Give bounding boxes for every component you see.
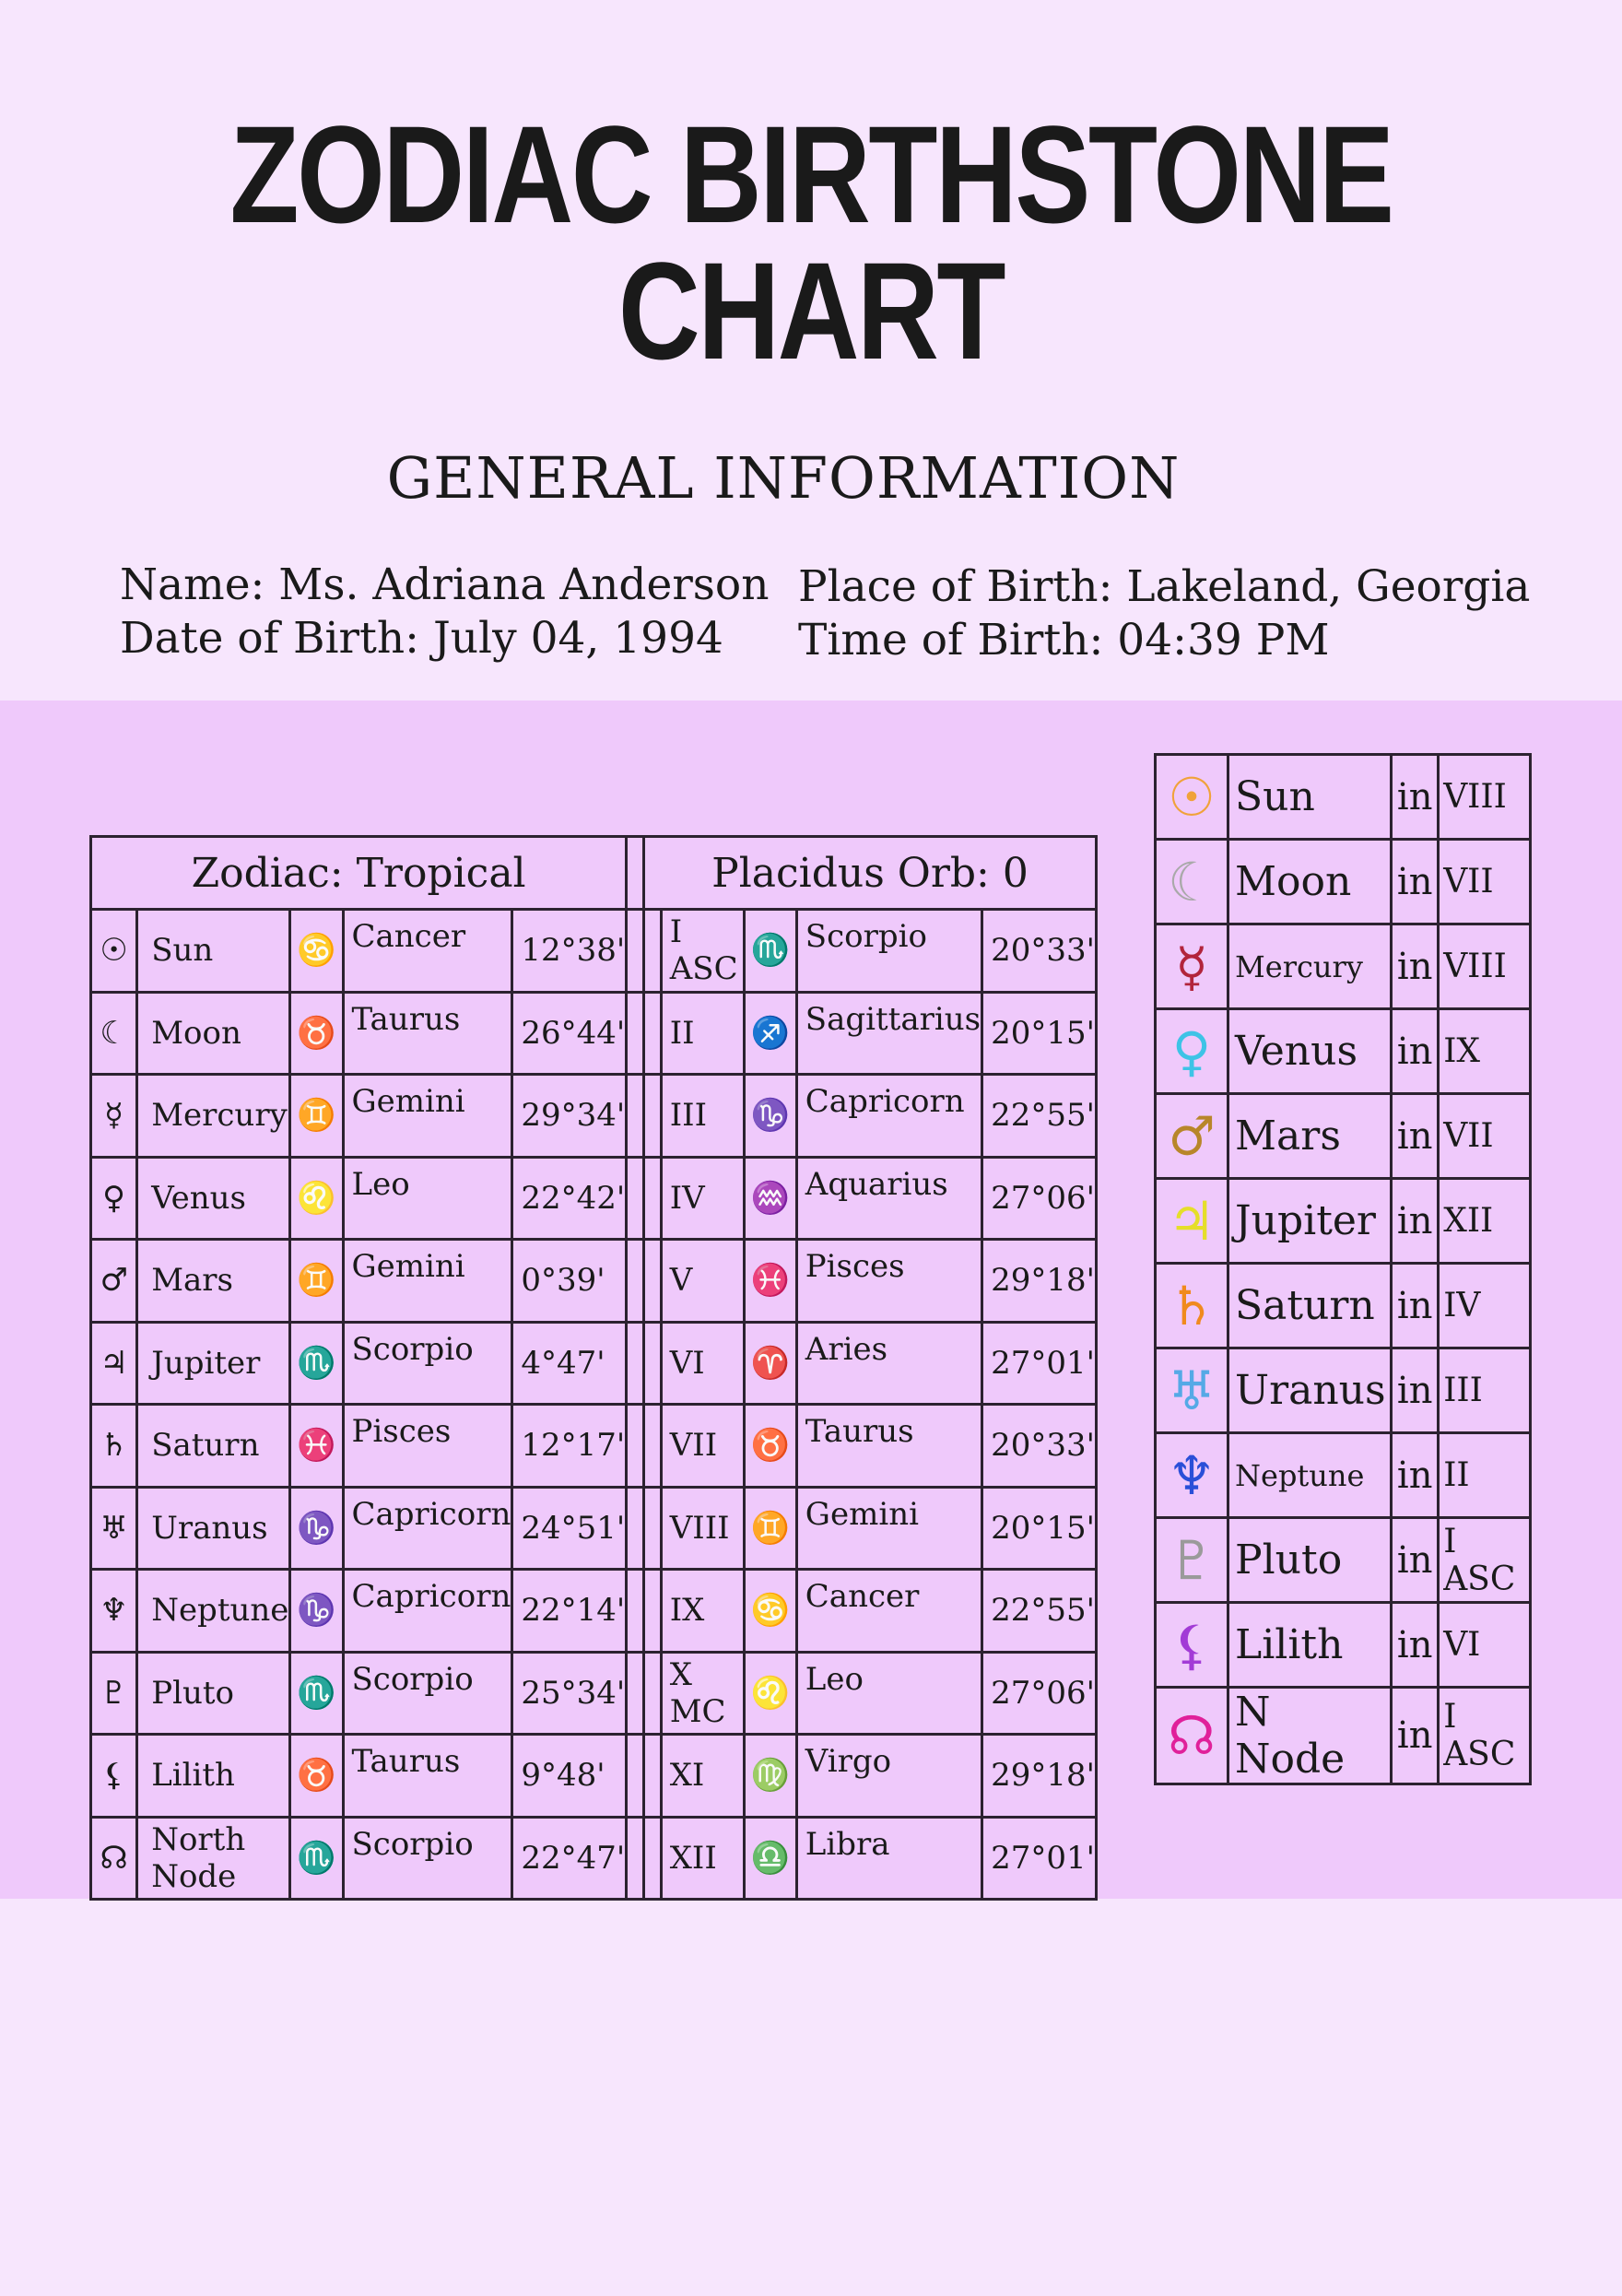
sign-symbol-icon: ♏ (290, 1652, 343, 1735)
house-sign-name: Aries (796, 1322, 981, 1405)
spacer-cell (643, 910, 661, 993)
table-row (91, 1570, 1097, 1653)
planet-symbol-icon: ☊ (91, 1817, 137, 1900)
planet-symbol-icon: ☿ (91, 1075, 137, 1158)
house-sign-name: Leo (796, 1652, 981, 1735)
degree-value: 22°14' (512, 1570, 627, 1653)
house-degree-value: 27°01' (982, 1322, 1097, 1405)
table-row (91, 1817, 1097, 1900)
house-sign-name: Scorpio (796, 910, 981, 993)
table-row (91, 1240, 1097, 1323)
in-label: in (1392, 1094, 1439, 1179)
spacer-cell (643, 1487, 661, 1570)
house-number: VII (1439, 1094, 1531, 1179)
spacer-cell (643, 1240, 661, 1323)
planet-symbol-icon: ☿ (1156, 924, 1228, 1009)
planet-symbol-icon: ♂ (1156, 1094, 1228, 1179)
in-label: in (1392, 1433, 1439, 1518)
house-number: I ASC (661, 910, 744, 993)
planet-symbol-icon: ♂ (91, 1240, 137, 1323)
column-gap (627, 837, 644, 910)
sign-name: Gemini (343, 1075, 512, 1158)
sign-symbol-icon: ♓ (290, 1405, 343, 1488)
planet-symbol-icon: ☉ (91, 910, 137, 993)
house-number: IV (661, 1157, 744, 1240)
sign-name: Gemini (343, 1240, 512, 1323)
house-number: II (661, 992, 744, 1075)
in-label: in (1392, 924, 1439, 1009)
table-row (1156, 1433, 1531, 1518)
degree-value: 22°42' (512, 1157, 627, 1240)
sign-name: Leo (343, 1157, 512, 1240)
spacer-cell (643, 1735, 661, 1818)
planet-name: Pluto (1228, 1518, 1392, 1603)
house-number: XII (1439, 1179, 1531, 1264)
planet-symbol-icon: ⚸ (1156, 1603, 1228, 1688)
spacer-cell (643, 1652, 661, 1735)
sign-name: Capricorn (343, 1570, 512, 1653)
sign-symbol-icon: ♊ (290, 1075, 343, 1158)
planet-symbol-icon: ♅ (1156, 1348, 1228, 1433)
sign-name: Capricorn (343, 1487, 512, 1570)
sign-name: Pisces (343, 1405, 512, 1488)
house-number: XI (661, 1735, 744, 1818)
house-number: V (661, 1240, 744, 1323)
sign-symbol-icon: ♋ (290, 910, 343, 993)
zodiac-header: Zodiac: Tropical (91, 837, 627, 910)
planet-symbol-icon: ☾ (1156, 840, 1228, 924)
house-degree-value: 20°33' (982, 910, 1097, 993)
spacer-cell (627, 1157, 644, 1240)
planet-house-table (1154, 753, 1532, 1785)
house-number: VI (1439, 1603, 1531, 1688)
degree-value: 12°38' (512, 910, 627, 993)
section-heading: GENERAL INFORMATION (386, 444, 1181, 512)
degree-value: 26°44' (512, 992, 627, 1075)
table-row (1156, 1009, 1531, 1094)
sign-symbol-icon: ♉ (290, 992, 343, 1075)
sign-symbol-icon: ♉ (290, 1735, 343, 1818)
spacer-cell (627, 1652, 644, 1735)
spacer-cell (627, 1487, 644, 1570)
house-degree-value: 20°33' (982, 1405, 1097, 1488)
house-number: I ASC (1439, 1688, 1531, 1784)
house-number: VIII (1439, 755, 1531, 840)
house-sign-symbol-icon: ♒ (744, 1157, 796, 1240)
degree-value: 9°48' (512, 1735, 627, 1818)
planet-name: Saturn (1228, 1264, 1392, 1348)
planet-symbol-icon: ♄ (91, 1405, 137, 1488)
title-line-1: ZODIAC BIRTHSTONE (229, 97, 1393, 252)
sign-symbol-icon: ♏ (290, 1817, 343, 1900)
planet-name: Lilith (1228, 1603, 1392, 1688)
planet-symbol-icon: ☾ (91, 992, 137, 1075)
sign-symbol-icon: ♑ (290, 1570, 343, 1653)
house-sign-name: Cancer (796, 1570, 981, 1653)
house-number: II (1439, 1433, 1531, 1518)
house-sign-name: Aquarius (796, 1157, 981, 1240)
planet-name: Moon (137, 992, 290, 1075)
spacer-cell (627, 1570, 644, 1653)
house-number: I ASC (1439, 1518, 1531, 1603)
house-degree-value: 22°55' (982, 1075, 1097, 1158)
house-degree-value: 20°15' (982, 1487, 1097, 1570)
in-label: in (1392, 1603, 1439, 1688)
table-row (1156, 1264, 1531, 1348)
spacer-cell (643, 1405, 661, 1488)
planet-name: Sun (137, 910, 290, 993)
planet-symbol-icon: ♃ (1156, 1179, 1228, 1264)
spacer-cell (627, 1817, 644, 1900)
degree-value: 0°39' (512, 1240, 627, 1323)
table-row (91, 992, 1097, 1075)
planet-name: Neptune (137, 1570, 290, 1653)
planet-symbol-icon: ♇ (91, 1652, 137, 1735)
planet-name: Lilith (137, 1735, 290, 1818)
spacer-cell (643, 1570, 661, 1653)
table-row (1156, 1348, 1531, 1433)
planet-symbol-icon: ♃ (91, 1322, 137, 1405)
degree-value: 4°47' (512, 1322, 627, 1405)
house-degree-value: 29°18' (982, 1735, 1097, 1818)
spacer-cell (643, 992, 661, 1075)
title-line-2: CHART (617, 233, 1005, 388)
date-of-birth-field: Date of Birth: July 04, 1994 (120, 613, 723, 664)
planet-symbol-icon: ♀ (91, 1157, 137, 1240)
house-sign-symbol-icon: ♌ (744, 1652, 796, 1735)
house-sign-name: Capricorn (796, 1075, 981, 1158)
in-label: in (1392, 1348, 1439, 1433)
place-of-birth-field: Place of Birth: Lakeland, Georgia (798, 561, 1531, 612)
planet-symbol-icon: ⚸ (91, 1735, 137, 1818)
house-number: VIII (1439, 924, 1531, 1009)
house-number: IX (661, 1570, 744, 1653)
planet-name: Jupiter (1228, 1179, 1392, 1264)
table-row (1156, 924, 1531, 1009)
planet-name: Uranus (137, 1487, 290, 1570)
spacer-cell (627, 1240, 644, 1323)
house-degree-value: 27°01' (982, 1817, 1097, 1900)
zodiac-placidus-table (89, 835, 1098, 1901)
table-row (1156, 840, 1531, 924)
house-sign-symbol-icon: ♎ (744, 1817, 796, 1900)
planet-name: Saturn (137, 1405, 290, 1488)
planet-symbol-icon: ♆ (1156, 1433, 1228, 1518)
in-label: in (1392, 1264, 1439, 1348)
spacer-cell (627, 1405, 644, 1488)
spacer-cell (643, 1322, 661, 1405)
house-number: VII (1439, 840, 1531, 924)
planet-symbol-icon: ♀ (1156, 1009, 1228, 1094)
house-degree-value: 27°06' (982, 1157, 1097, 1240)
time-of-birth-field: Time of Birth: 04:39 PM (798, 615, 1330, 665)
spacer-cell (643, 1817, 661, 1900)
house-sign-name: Taurus (796, 1405, 981, 1488)
house-number: XII (661, 1817, 744, 1900)
house-degree-value: 27°06' (982, 1652, 1097, 1735)
house-sign-name: Pisces (796, 1240, 981, 1323)
in-label: in (1392, 840, 1439, 924)
house-number: VIII (661, 1487, 744, 1570)
planet-name: Uranus (1228, 1348, 1392, 1433)
spacer-cell (643, 1075, 661, 1158)
sign-name: Taurus (343, 992, 512, 1075)
planet-symbol-icon: ☉ (1156, 755, 1228, 840)
sign-name: Scorpio (343, 1817, 512, 1900)
in-label: in (1392, 755, 1439, 840)
table-row (91, 1735, 1097, 1818)
table-row (91, 1157, 1097, 1240)
house-sign-symbol-icon: ♐ (744, 992, 796, 1075)
house-sign-symbol-icon: ♈ (744, 1322, 796, 1405)
table-row (91, 1322, 1097, 1405)
degree-value: 22°47' (512, 1817, 627, 1900)
house-sign-symbol-icon: ♊ (744, 1487, 796, 1570)
spacer-cell (627, 1735, 644, 1818)
house-number: III (661, 1075, 744, 1158)
table-row (1156, 755, 1531, 840)
in-label: in (1392, 1179, 1439, 1264)
house-number: X MC (661, 1652, 744, 1735)
planet-name: Venus (137, 1157, 290, 1240)
planet-symbol-icon: ♅ (91, 1487, 137, 1570)
planet-name: Mercury (1228, 924, 1392, 1009)
sign-name: Scorpio (343, 1652, 512, 1735)
planet-name: North Node (137, 1817, 290, 1900)
table-row (91, 910, 1097, 993)
house-sign-name: Libra (796, 1817, 981, 1900)
spacer-cell (627, 992, 644, 1075)
table-row (1156, 1603, 1531, 1688)
house-sign-name: Virgo (796, 1735, 981, 1818)
house-number: VI (661, 1322, 744, 1405)
table-row (1156, 1094, 1531, 1179)
house-sign-symbol-icon: ♑ (744, 1075, 796, 1158)
table-row (1156, 1518, 1531, 1603)
degree-value: 24°51' (512, 1487, 627, 1570)
planet-symbol-icon: ♄ (1156, 1264, 1228, 1348)
planet-name: Neptune (1228, 1433, 1392, 1518)
planet-name: Moon (1228, 840, 1392, 924)
info-right (798, 560, 1530, 667)
table-row (91, 1487, 1097, 1570)
table-row (1156, 1688, 1531, 1784)
table-row (91, 1405, 1097, 1488)
house-number: IV (1439, 1264, 1531, 1348)
house-number: IX (1439, 1009, 1531, 1094)
sign-symbol-icon: ♏ (290, 1322, 343, 1405)
house-degree-value: 29°18' (982, 1240, 1097, 1323)
house-sign-symbol-icon: ♍ (744, 1735, 796, 1818)
house-sign-symbol-icon: ♏ (744, 910, 796, 993)
in-label: in (1392, 1518, 1439, 1603)
spacer-cell (643, 1157, 661, 1240)
sign-symbol-icon: ♊ (290, 1240, 343, 1323)
planet-name: Mars (1228, 1094, 1392, 1179)
table-row (91, 1075, 1097, 1158)
planet-name: Sun (1228, 755, 1392, 840)
planet-symbol-icon: ♆ (91, 1570, 137, 1653)
sign-name: Scorpio (343, 1322, 512, 1405)
table-row (91, 1652, 1097, 1735)
planet-name: Mars (137, 1240, 290, 1323)
degree-value: 29°34' (512, 1075, 627, 1158)
sign-symbol-icon: ♑ (290, 1487, 343, 1570)
house-sign-name: Sagittarius (796, 992, 981, 1075)
spacer-cell (627, 1322, 644, 1405)
planet-name: Mercury (137, 1075, 290, 1158)
degree-value: 25°34' (512, 1652, 627, 1735)
house-number: VII (661, 1405, 744, 1488)
spacer-cell (627, 910, 644, 993)
planet-symbol-icon: ☊ (1156, 1688, 1228, 1784)
sign-name: Taurus (343, 1735, 512, 1818)
house-sign-symbol-icon: ♉ (744, 1405, 796, 1488)
sign-symbol-icon: ♌ (290, 1157, 343, 1240)
table-row (1156, 1179, 1531, 1264)
in-label: in (1392, 1688, 1439, 1784)
in-label: in (1392, 1009, 1439, 1094)
sign-name: Cancer (343, 910, 512, 993)
planet-name: Pluto (137, 1652, 290, 1735)
spacer-cell (627, 1075, 644, 1158)
degree-value: 12°17' (512, 1405, 627, 1488)
page-title (146, 97, 1475, 388)
info-left (120, 559, 769, 665)
house-sign-symbol-icon: ♓ (744, 1240, 796, 1323)
house-sign-name: Gemini (796, 1487, 981, 1570)
house-number: III (1439, 1348, 1531, 1433)
name-field: Name: Ms. Adriana Anderson (120, 559, 770, 610)
planet-name: Jupiter (137, 1322, 290, 1405)
house-sign-symbol-icon: ♋ (744, 1570, 796, 1653)
planet-name: Venus (1228, 1009, 1392, 1094)
planet-symbol-icon: ♇ (1156, 1518, 1228, 1603)
house-degree-value: 22°55' (982, 1570, 1097, 1653)
planet-name: N Node (1228, 1688, 1392, 1784)
house-degree-value: 20°15' (982, 992, 1097, 1075)
placidus-header: Placidus Orb: 0 (643, 837, 1096, 910)
